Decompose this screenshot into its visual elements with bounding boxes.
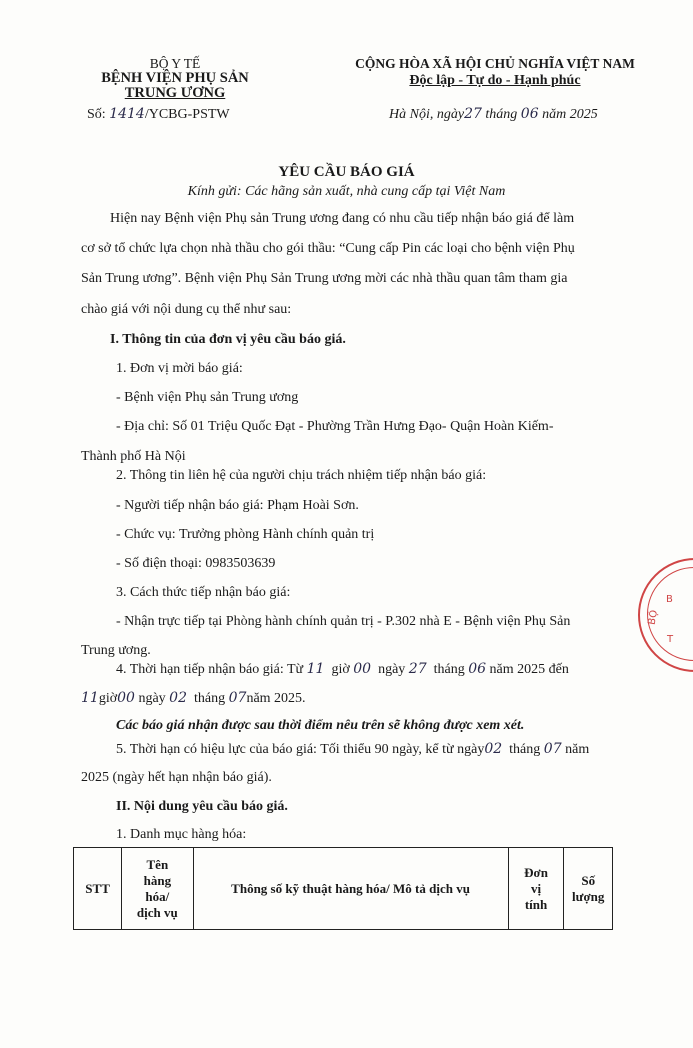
header-goods-name-l2: hàng	[143, 872, 172, 888]
document-title: YÊU CẦU BÁO GIÁ	[278, 164, 415, 180]
header-quantity-l1: Số	[581, 872, 596, 888]
deadline-text-9: năm 2025.	[246, 691, 306, 706]
deadline-end-month: 07	[228, 690, 247, 706]
recipient-line: Kính gửi: Các hãng sản xuất, nhà cung cấp tại Việt Nam	[187, 184, 506, 199]
section2-heading: II. Nội dung yêu cầu báo giá.	[116, 799, 288, 814]
validity-day: 02	[484, 741, 503, 757]
deadline-text-5: năm 2025 đến	[489, 662, 569, 677]
date-year: năm 2025	[542, 107, 598, 122]
intro-line-2: cơ sở tổ chức lựa chọn nhà thầu cho gói thầu: “Cung cấp Pin các loại cho bệnh viện Phụ	[81, 241, 575, 256]
validity-text-3: năm	[565, 742, 590, 757]
header-goods-name-l3: hóa/	[145, 888, 170, 904]
deadline-end-minute: 00	[117, 690, 135, 706]
country-name: CỘNG HÒA XÃ HỘI CHỦ NGHĨA VIỆT NAM	[355, 56, 635, 71]
deadline-end-hour: 11	[81, 690, 99, 706]
address-line-1: - Địa chỉ: Số 01 Triệu Quốc Đạt - Phường Trần Hưng Đạo- Quận Hoàn Kiếm-	[116, 419, 554, 434]
date-line	[389, 106, 598, 123]
document-number	[87, 106, 230, 123]
header-goods-name-l4: dịch vụ	[136, 904, 178, 920]
header-unit	[508, 848, 564, 930]
section1-item4-line2	[81, 689, 306, 708]
validity-text-1: 5. Thời hạn có hiệu lực của báo giá: Tối thiểu 90 ngày, kể từ ngày	[116, 742, 485, 757]
deadline-text-8: tháng	[194, 691, 226, 706]
hospital-name-line1: BỆNH VIỆN PHỤ SẢN	[101, 70, 249, 86]
late-quote-note: Các báo giá nhận được sau thời điểm nêu trên sẽ không được xem xét.	[116, 718, 525, 733]
receiver-position: - Chức vụ: Trưởng phòng Hành chính quản trị	[116, 527, 375, 542]
header-goods-name	[122, 848, 193, 930]
header-left	[100, 56, 250, 101]
intro-line-4: chào giá với nội dung cụ thể như sau:	[81, 302, 292, 317]
receive-method-line-2: Trung ương.	[81, 643, 151, 658]
hospital-name-line2: TRUNG ƯƠNG	[124, 85, 226, 101]
deadline-start-minute: 00	[353, 661, 372, 677]
section1-item5-line1	[116, 740, 589, 759]
header-stt: STT	[74, 848, 122, 930]
deadline-text-3: ngày	[378, 662, 406, 677]
header-unit-l3: tính	[524, 896, 548, 912]
number-suffix: /YCBG-PSTW	[144, 107, 230, 122]
deadline-text-7: ngày	[138, 691, 166, 706]
receive-method-line-1: - Nhận trực tiếp tại Phòng hành chính quản trị - P.302 nhà E - Bệnh viện Phụ Sản	[116, 614, 571, 629]
header-unit-l2: vị	[530, 880, 542, 896]
section2-item1: 1. Danh mục hàng hóa:	[116, 827, 247, 842]
date-month-label: tháng	[485, 107, 518, 122]
address-line-2: Thành phố Hà Nội	[81, 449, 186, 464]
unit-name: - Bệnh viện Phụ sản Trung ương	[116, 390, 299, 405]
deadline-start-day: 27	[408, 661, 427, 677]
deadline-text-2: giờ	[331, 662, 350, 677]
section1-item2: 2. Thông tin liên hệ của người chịu trách nhiệm tiếp nhận báo giá:	[116, 468, 487, 483]
motto: Độc lập - Tự do - Hạnh phúc	[409, 73, 581, 88]
seal-letter-bo: BỘ	[646, 609, 661, 626]
intro-line-1: Hiện nay Bệnh viện Phụ sản Trung ương đang có nhu cầu tiếp nhận báo giá để làm	[110, 211, 575, 226]
section1-item1: 1. Đơn vị mời báo giá:	[116, 361, 243, 376]
section1-item5-line2: 2025 (ngày hết hạn nhận báo giá).	[81, 770, 272, 785]
receiver-name: - Người tiếp nhận báo giá: Phạm Hoài Sơn.	[116, 498, 359, 513]
official-seal	[638, 558, 693, 672]
validity-text-2: tháng	[509, 742, 541, 757]
deadline-start-hour: 11	[306, 661, 325, 677]
ministry-name: BỘ Y TẾ	[149, 56, 201, 71]
goods-table	[73, 847, 613, 930]
deadline-text-6: giờ	[98, 691, 118, 706]
deadline-text-1: 4. Thời hạn tiếp nhận báo giá: Từ	[116, 662, 304, 677]
header-goods-name-l1: Tên	[146, 856, 169, 872]
header-quantity-l2: lượng	[572, 888, 605, 904]
seal-letter-t: T	[667, 634, 674, 645]
receiver-phone: - Số điện thoại: 0983503639	[116, 556, 276, 571]
validity-month: 07	[543, 741, 562, 757]
seal-letter-b: B	[666, 594, 673, 605]
deadline-text-4: tháng	[433, 662, 465, 677]
number-prefix: Số:	[87, 107, 106, 122]
number-handwritten: 1414	[109, 106, 145, 122]
table-header-row	[74, 848, 613, 930]
header-quantity	[564, 848, 613, 930]
header-unit-l1: Đơn	[524, 864, 548, 880]
deadline-end-day: 02	[169, 690, 187, 706]
date-prefix: Hà Nội, ngày	[389, 107, 465, 122]
section1-item3: 3. Cách thức tiếp nhận báo giá:	[116, 585, 291, 600]
intro-line-3: Sản Trung ương”. Bệnh viện Phụ Sản Trung ương mời các nhà thầu quan tâm tham gia	[81, 271, 568, 286]
date-day: 27	[464, 106, 482, 122]
section1-heading: I. Thông tin của đơn vị yêu cầu báo giá.	[110, 332, 346, 347]
date-month: 06	[520, 106, 539, 122]
section1-item4-line1	[116, 660, 569, 679]
deadline-start-month: 06	[468, 661, 487, 677]
header-spec: Thông số kỹ thuật hàng hóa/ Mô tả dịch vụ	[193, 848, 508, 930]
